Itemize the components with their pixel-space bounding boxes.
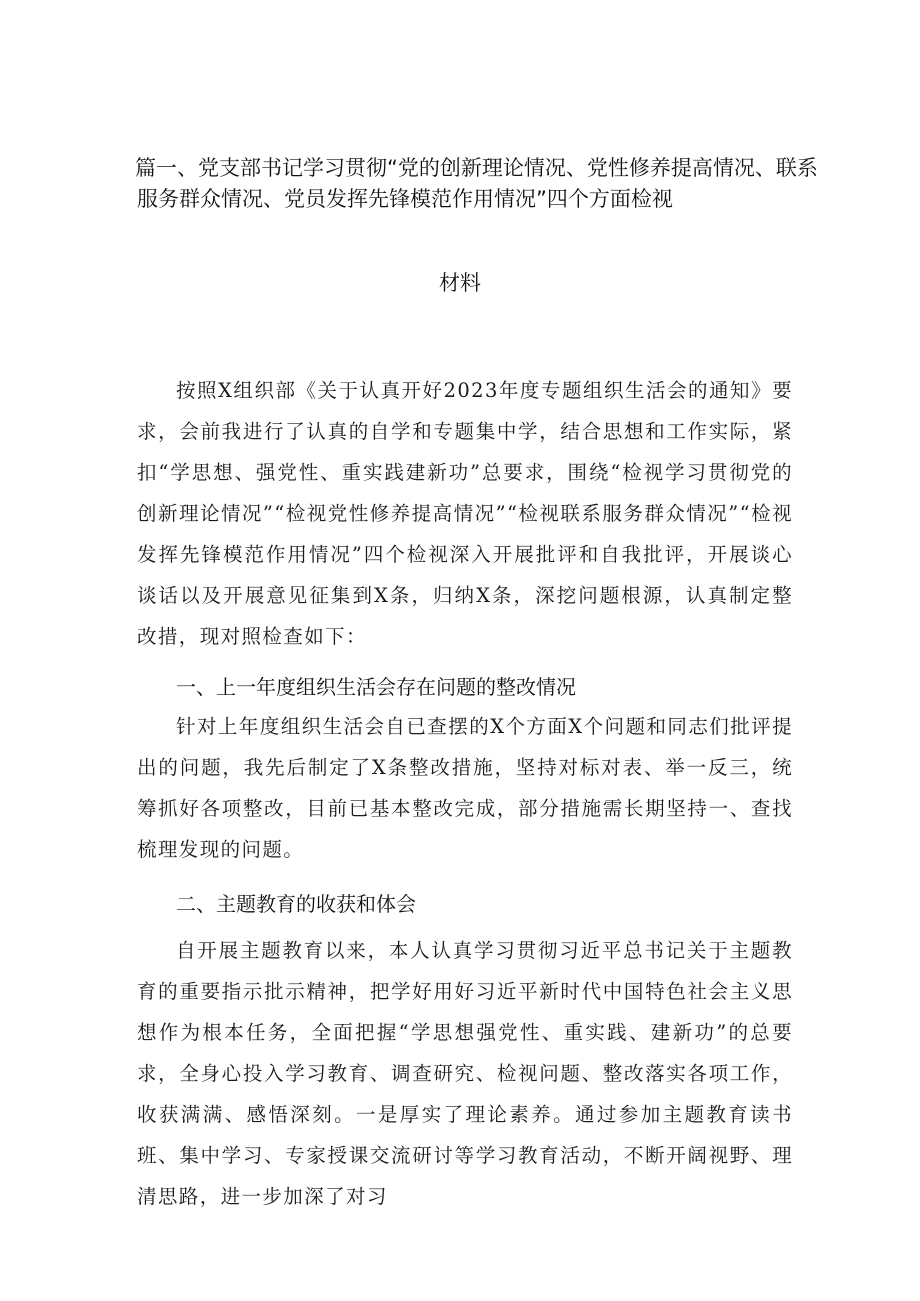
section-heading-2: 二、主题教育的收获和体会 (176, 892, 416, 916)
paragraph-gains: 自开展主题教育以来，本人认真学习贯彻习近平总书记关于主题教育的重要指示批示精神，把学好用好习近平新时代中国特色社会主义思想作为根本任务，全面把握“学思想强党性、重实践、建新功”的总要求，全身心投入学习教育、调查研究、检视问题、整改落实各项工作，收获满满、感悟深刻。一是厚实了理论素养。通过参加主题教育读书班、集中学习、专家授课交流研讨等学习教育活动，不断开阔视野、理清思路，进一步加深了对习 (137, 939, 793, 1208)
paragraph-intro: 按照X组织部《关于认真开好2023年度专题组织生活会的通知》要求，会前我进行了认真的自学和专题集中学，结合思想和工作实际，紧扣“学思想、强党性、重实践建新功”总要求，围绕“检视学习贯彻党的创新理论情况”“检视党性修养提高情况”“检视联系服务群众情况”“检视发挥先锋模范作用情况”四个检视深入开展批评和自我批评，开展谈心谈话以及开展意见征集到X条，归纳X条，深挖问题根源，认真制定整改措，现对照检查如下： (137, 379, 793, 648)
document-title-line-2: 服务群众情况、党员发挥先锋模范作用情况”四个方面检视 (137, 187, 673, 211)
document-title-line-1: 篇一、党支部书记学习贯彻“党的创新理论情况、党性修养提高情况、联系 (135, 156, 818, 180)
paragraph-rectification: 针对上年度组织生活会自已查摆的X个方面X个问题和同志们批评提出的问题，我先后制定了X条整改措施，坚持对标对表、举一反三，统筹抓好各项整改，目前已基本整改完成，部分措施需长期坚持一、查找梳理发现的问题。 (137, 715, 793, 861)
document-title-line-3: 材料 (439, 271, 481, 295)
section-heading-1: 一、上一年度组织生活会存在问题的整改情况 (176, 675, 576, 699)
